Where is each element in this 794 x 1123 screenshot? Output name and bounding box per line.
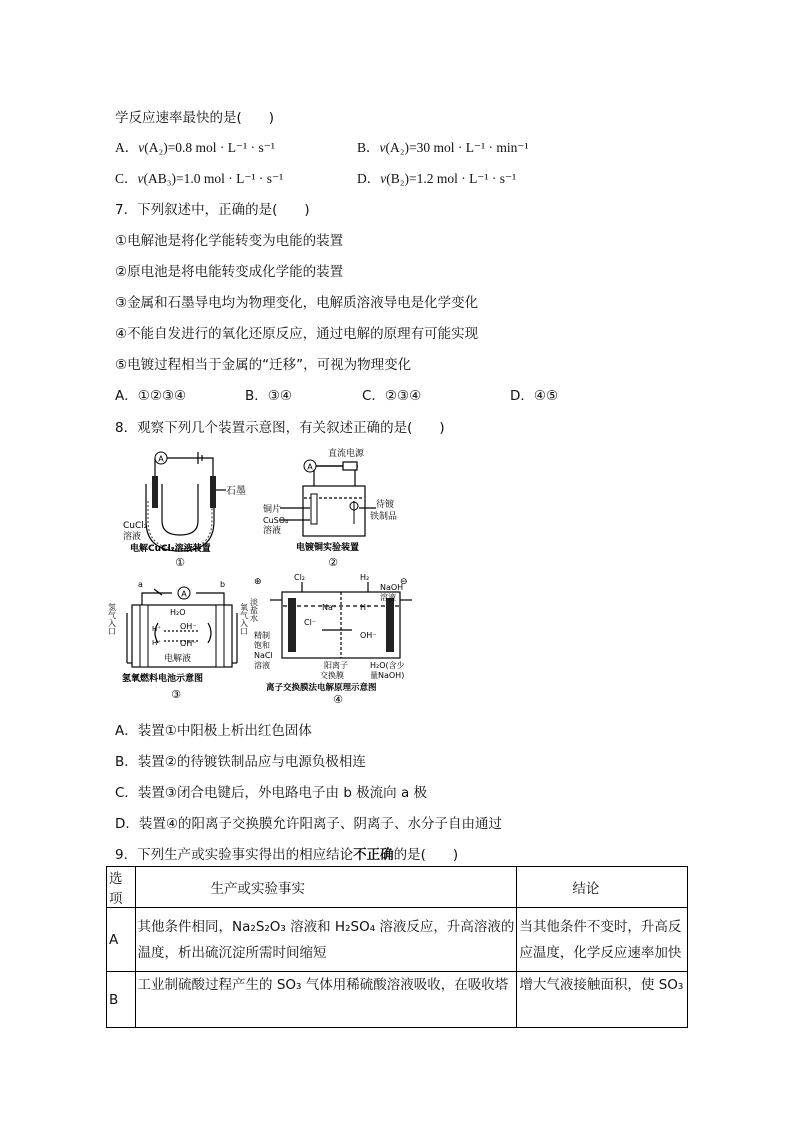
q9-table (106, 866, 688, 1028)
q6-option-d[interactable]: D．v(B₂)=1.2 mol · L⁻¹ · s⁻¹ (357, 171, 517, 186)
fig2-ammeter-label: A (307, 462, 313, 472)
fig4-chloride-ion-label: Cl⁻ (304, 618, 317, 627)
table-row (107, 972, 688, 1028)
figure-4-ion-exchange-electrolysis (249, 570, 422, 706)
fig4-brine-label-2: 饱和 (254, 641, 270, 650)
q8-option-b[interactable]: B．装置②的待镀铁制品应与电源负极相连 (115, 754, 366, 770)
fig2-right-label-2: 铁制品 (370, 512, 398, 522)
fig4-hydrogen-label: H₂ (360, 573, 370, 582)
fig4-cathode-symbol: ⊖ (400, 577, 408, 587)
figure-1-electrolysis-cucl2 (118, 446, 253, 571)
fig3-terminal-a: a (138, 580, 143, 589)
fig4-caption: 离子交换膜法电解原理示意图 (266, 683, 377, 693)
fig3-hydroxide-label-1: OH⁻ (180, 622, 197, 631)
row-conclusion: 增大气液接触面积，使 SO₃ (517, 972, 688, 1028)
fig2-power-label: 直流电源 (328, 449, 365, 459)
q8-option-a[interactable]: A．装置①中阳极上析出红色固体 (115, 723, 312, 739)
fig4-brine-label-3: NaCl (254, 651, 273, 660)
fig4-brine-label-1: 精制 (254, 631, 270, 640)
header-option: 选项 (107, 867, 136, 908)
q7-statement-5: ⑤电镀过程相当于金属的“迁移”，可视为物理变化 (115, 357, 412, 373)
fig2-number: ② (328, 556, 338, 569)
fig3-proton-label-1: H⁺ (152, 625, 161, 633)
q8-option-c[interactable]: C．装置③闭合电键后，外电路电子由 b 极流向 a 极 (115, 785, 428, 801)
fig3-terminal-b: b (220, 580, 226, 589)
q8-option-d[interactable]: D．装置④的阳离子交换膜允许阳离子、阴离子、水分子自由通过 (115, 816, 502, 832)
table-row (107, 908, 688, 972)
fig2-left-label-1: 铜片 (263, 505, 282, 515)
fig4-dilute-brine-label: 淡盐水 (249, 598, 259, 622)
fig2-right-label-1: 待镀 (376, 500, 395, 510)
fig1-ammeter-label: A (158, 454, 164, 464)
fig1-electrode-label: 石墨 (226, 486, 246, 497)
fig4-anode-symbol: ⊕ (254, 577, 262, 587)
q6-stem-tail: 学反应速率最快的是( ) (115, 110, 275, 126)
fig4-sodium-ion-label: Na⁺ (322, 603, 338, 612)
row-key: B (107, 972, 136, 1028)
fig4-water-label-2: 量NaOH) (370, 671, 405, 680)
row-conclusion: 当其他条件不变时，升高反 应温度，化学反应速率加快 (517, 908, 688, 972)
header-fact: 生产或实验事实 (135, 867, 517, 908)
fig4-proton-label: H⁺ (360, 603, 371, 612)
q7-statement-1: ①电解池是将化学能转变为电能的装置 (115, 233, 344, 249)
q6-option-b[interactable]: B．v(A₂)=30 mol · L⁻¹ · min⁻¹ (357, 140, 529, 155)
fig1-solution-label: CuCl₂ (123, 521, 148, 531)
q9-stem-emphasis: 不正确 (353, 847, 394, 863)
fig4-naoh-label-1: NaOH (380, 583, 404, 592)
fig3-proton-label-2: H⁺ (152, 639, 161, 647)
fig3-oxygen-inlet: 氧气入口 (239, 603, 249, 635)
fig4-hydroxide-label: OH⁻ (360, 631, 377, 640)
fig4-membrane-label-1: 阳离子 (324, 661, 348, 670)
row-fact: 其他条件相同，Na₂S₂O₃ 溶液和 H₂SO₄ 溶液反应，升高溶液的 温度，析出硫沉淀所需时间缩短 (135, 908, 517, 972)
q6-option-c[interactable]: C．v(AB₃)=1.0 mol · L⁻¹ · s⁻¹ (115, 171, 284, 186)
q7-statement-2: ②原电池是将电能转变成化学能的装置 (115, 264, 344, 280)
fig4-chlorine-label: Cl₂ (294, 573, 306, 582)
fig1-solution-label-2: 溶液 (123, 532, 142, 542)
fig3-water-label: H₂O (170, 608, 186, 617)
fig2-left-label-2: CuSO₄ (263, 516, 289, 525)
q7-statement-4: ④不能自发进行的氧化还原反应，通过电解的原理有可能实现 (115, 326, 479, 342)
table-header-row (107, 867, 688, 908)
figure-3-fuel-cell (107, 573, 252, 705)
fig1-caption: 电解CuCl₂溶液装置 (130, 544, 211, 554)
fig3-hydrogen-inlet: 氢气入口 (107, 603, 117, 635)
header-conclusion: 结论 (517, 867, 688, 908)
fig4-brine-label-4: 溶液 (254, 661, 270, 670)
q7-option-d[interactable]: D．④⑤ (510, 388, 559, 404)
fig4-number: ④ (333, 693, 343, 706)
q7-statement-3: ③金属和石墨导电均为物理变化，电解质溶液导电是化学变化 (115, 295, 479, 311)
q6-option-a[interactable]: A．v(A₂)=0.8 mol · L⁻¹ · s⁻¹ (115, 140, 275, 155)
q9-stem: 9．下列生产或实验事实得出的相应结论不正确的是( ) (115, 847, 459, 863)
fig4-membrane-label-2: 交换膜 (320, 671, 344, 680)
fig3-hydroxide-label-2: OH⁻ (180, 639, 197, 648)
fig4-naoh-label-2: 溶液 (380, 593, 396, 602)
fig3-caption: 氢氧燃料电池示意图 (122, 674, 204, 684)
q7-stem: 7．下列叙述中，正确的是( ) (115, 202, 310, 218)
q7-option-a[interactable]: A．①②③④ (115, 388, 187, 404)
row-key: A (107, 908, 136, 972)
fig4-water-label-1: H₂O(含少 (370, 661, 405, 670)
q7-option-b[interactable]: B．③④ (245, 388, 292, 404)
fig3-electrolyte-label: 电解液 (164, 654, 192, 664)
fig3-ammeter-label: A (181, 589, 187, 599)
row-fact: 工业制硫酸过程产生的 SO₃ 气体用稀硫酸溶液吸收，在吸收塔 (135, 972, 517, 1028)
fig1-number: ① (175, 556, 185, 569)
fig2-left-label-3: 溶液 (263, 526, 282, 536)
q8-stem: 8．观察下列几个装置示意图，有关叙述正确的是( ) (115, 420, 445, 436)
figure-2-copper-plating (258, 446, 398, 571)
fig2-caption: 电镀铜实验装置 (296, 543, 360, 553)
fig3-number: ③ (171, 688, 181, 701)
q7-option-c[interactable]: C．②③④ (362, 388, 422, 404)
